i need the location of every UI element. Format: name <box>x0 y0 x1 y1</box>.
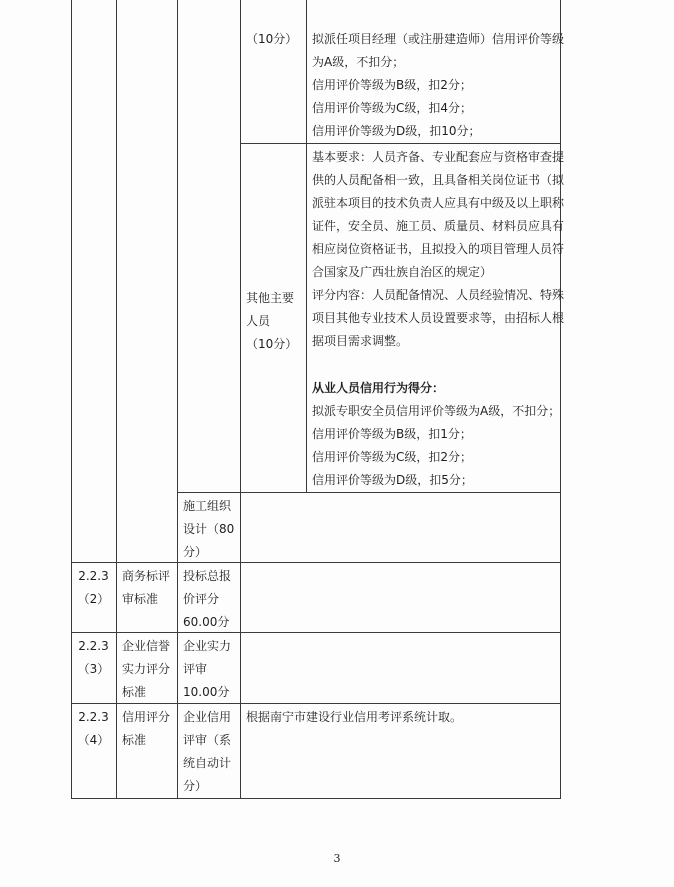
pm-credit-line: 信用评价等级为B级，扣2分； <box>312 78 472 92</box>
row-number: 2.2.3 <box>78 569 109 583</box>
item-name: 统自动计 <box>183 756 232 770</box>
other-staff-title: （10分） <box>246 337 298 351</box>
page-number: 3 <box>333 852 341 865</box>
row-number: （4） <box>77 733 110 747</box>
row-number: 2.2.3 <box>78 710 109 724</box>
pm-credit-line: 信用评价等级为D级，扣10分； <box>312 124 481 138</box>
detail-line: 证件，安全员、施工员、质量员、材料员应具有 <box>312 219 565 233</box>
detail-line: 评分内容：人员配备情况、人员经验情况、特殊 <box>312 288 565 302</box>
other-staff-title: 人员 <box>246 314 271 328</box>
credit-line: 信用评价等级为C级，扣2分； <box>312 450 473 464</box>
construction-design-label: 设计（80 <box>183 522 235 536</box>
table-col-divider-2 <box>177 0 178 799</box>
credit-line: 信用评价等级为D级，扣5分； <box>312 473 473 487</box>
detail-line: 派驻本项目的技术负责人应具有中级及以上职称 <box>312 196 565 210</box>
standard-name: 实力评分 <box>122 662 171 676</box>
credit-heading: 从业人员信用行为得分： <box>312 381 445 395</box>
item-name: 评审 <box>183 662 208 676</box>
row-number: （2） <box>77 592 110 606</box>
table-border-bottom <box>71 798 560 799</box>
standard-name: 标准 <box>122 733 147 747</box>
detail-line: 供的人员配备相一致，且具备相关岗位证书（拟 <box>312 173 565 187</box>
item-name: 企业实力 <box>183 639 232 653</box>
item-name: 企业信用 <box>183 710 232 724</box>
other-staff-title: 其他主要 <box>246 291 295 305</box>
standard-name: 审标准 <box>122 592 159 606</box>
table-row-divider <box>71 562 560 563</box>
item-name: 投标总报 <box>183 569 232 583</box>
detail-line: 据项目需求调整。 <box>312 334 409 348</box>
pm-credit-line: 为A级，不扣分； <box>312 55 405 69</box>
row-number: （3） <box>77 662 110 676</box>
pm-score-label: （10分） <box>246 32 298 46</box>
standard-name: 标准 <box>122 685 147 699</box>
standard-name: 企业信誉 <box>122 639 171 653</box>
pm-credit-line: 拟派任项目经理（或注册建造师）信用评价等级 <box>312 32 565 46</box>
pm-credit-line: 信用评价等级为C级，扣4分； <box>312 101 473 115</box>
standard-name: 商务标评 <box>122 569 171 583</box>
item-name: 评审（系 <box>183 733 232 747</box>
item-name: 10.00分 <box>183 685 230 699</box>
detail-line: 相应岗位资格证书，且拟投入的项目管理人员符 <box>312 242 565 256</box>
construction-design-label: 分） <box>183 545 208 559</box>
table-col-divider-3 <box>240 0 241 799</box>
table-col-divider-1 <box>116 0 117 799</box>
item-name: 60.00分 <box>183 615 230 629</box>
construction-design-label: 施工组织 <box>183 499 232 513</box>
item-name: 价评分 <box>183 592 220 606</box>
detail-line: 基本要求：人员齐备、专业配套应与资格审查提 <box>312 150 565 164</box>
standard-name: 信用评分 <box>122 710 171 724</box>
table-col-divider-4 <box>306 0 307 492</box>
table-row-divider <box>71 632 560 633</box>
detail-line: 合国家及广西壮族自治区的规定） <box>312 265 493 279</box>
detail-line: 项目其他专业技术人员设置要求等，由招标人根 <box>312 311 565 325</box>
credit-line: 拟派专职安全员信用评价等级为A级，不扣分； <box>312 404 561 418</box>
credit-line: 信用评价等级为B级，扣1分； <box>312 427 472 441</box>
row-number: 2.2.3 <box>78 639 109 653</box>
item-name: 分） <box>183 779 208 793</box>
detail-text: 根据南宁市建设行业信用考评系统计取。 <box>246 710 463 724</box>
